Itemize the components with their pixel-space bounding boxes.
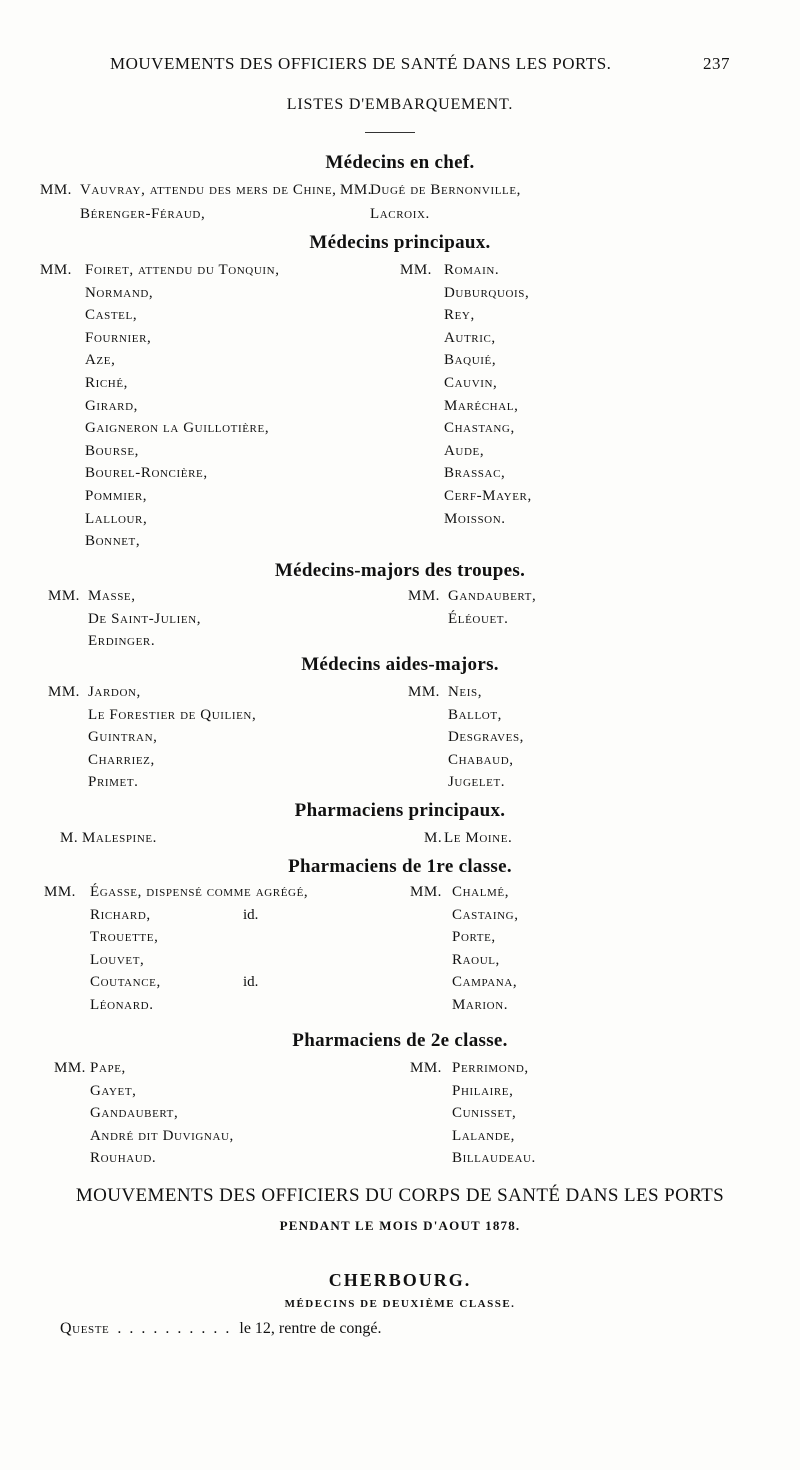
- running-head-title: MOUVEMENTS DES OFFICIERS DE SANTÉ DANS LES PORTS.: [110, 54, 612, 73]
- list-row: [0, 511, 800, 535]
- officer-name-right: Chastang,: [444, 420, 515, 437]
- officer-name-right: Baquié,: [444, 352, 497, 369]
- officer-name-left: Primet.: [88, 774, 139, 790]
- officer-name-right: Dugé de Bernonville,: [370, 182, 522, 198]
- section-heading-pharmaciens-principaux: Pharmaciens principaux.: [294, 800, 506, 821]
- idem-note: id.: [243, 974, 259, 990]
- officer-name-left: Trouette,: [90, 929, 159, 945]
- officer-name-left: Pape,: [90, 1060, 126, 1076]
- honorific-right: MM.: [410, 1060, 442, 1076]
- officer-name-left: Malespine.: [82, 830, 158, 846]
- honorific-right: MM.: [408, 588, 440, 604]
- honorific-left: MM.: [48, 588, 80, 604]
- officer-name-left: Jardon,: [88, 684, 141, 700]
- entry-name: Queste: [60, 1320, 110, 1337]
- divider: [365, 132, 415, 133]
- honorific-left: MM.: [44, 884, 76, 900]
- list-row: [0, 752, 800, 776]
- list-row: [0, 707, 800, 731]
- list-row: [0, 884, 800, 908]
- entry-dots: . . . . . . . . . .: [117, 1320, 232, 1337]
- list-row: [0, 1105, 800, 1129]
- list-row: [0, 1060, 800, 1084]
- list-row: [0, 774, 800, 798]
- list-row: [0, 533, 800, 557]
- list-row: [0, 830, 800, 854]
- honorific-right: M.: [424, 830, 443, 846]
- officer-name-left: Girard,: [85, 397, 139, 414]
- idem-note: id.: [243, 906, 259, 923]
- list-row: [0, 206, 800, 230]
- list-row: [0, 352, 800, 376]
- list-row: [0, 997, 800, 1021]
- officer-name-right: Chalmé,: [452, 884, 510, 900]
- officer-name-left: Égasse, dispensé comme agrégé,: [90, 884, 309, 900]
- officer-name-left: Castel,: [85, 307, 138, 324]
- list-row: [0, 588, 800, 612]
- officer-name-right: Romain.: [444, 262, 500, 278]
- list-row: [0, 729, 800, 753]
- officer-name-right: Moisson.: [444, 510, 506, 527]
- officer-name-left: Bérenger-Féraud,: [80, 206, 206, 222]
- list-row: [0, 488, 800, 512]
- officer-name-left: André dit Duvignau,: [90, 1127, 234, 1144]
- list-row: [0, 398, 800, 422]
- officer-name-right: Perrimond,: [452, 1060, 529, 1076]
- officer-name-right: Philaire,: [452, 1082, 514, 1099]
- officer-name-left: Richard,: [90, 906, 151, 923]
- list-row: [0, 952, 800, 976]
- officer-name-right: Autric,: [444, 329, 496, 346]
- section-heading-medecins-principaux: Médecins principaux.: [309, 232, 491, 253]
- officer-name-left: Foiret, attendu du Tonquin,: [85, 262, 280, 278]
- officer-name-left: Lallour,: [85, 510, 148, 527]
- officer-name-right: Billaudeau.: [452, 1150, 536, 1166]
- officer-name-left: De Saint-Julien,: [88, 610, 202, 627]
- list-row: [0, 330, 800, 354]
- list-row: [0, 262, 800, 286]
- officer-name-left: Aze,: [85, 352, 116, 369]
- list-row: [0, 443, 800, 467]
- officer-name-right: Gandaubert,: [448, 588, 537, 604]
- officer-name-left: Vauvray, attendu des mers de Chine,: [80, 182, 337, 198]
- officer-name-left: Louvet,: [90, 951, 145, 968]
- honorific-right: MM.: [340, 182, 372, 198]
- list-row: [0, 285, 800, 309]
- list-row: [0, 974, 800, 998]
- officer-name-left: Gaigneron la Guillotière,: [85, 420, 270, 437]
- officer-name-right: Éléouet.: [448, 610, 509, 627]
- officer-name-right: Porte,: [452, 929, 496, 945]
- honorific-left: MM.: [40, 182, 72, 198]
- city-heading: CHERBOURG.: [328, 1270, 472, 1290]
- officer-name-left: Guintran,: [88, 729, 158, 745]
- section-heading-medecins-majors: Médecins-majors des troupes.: [274, 560, 526, 581]
- list-row: [0, 1083, 800, 1107]
- officer-name-left: Le Forestier de Quilien,: [88, 706, 257, 723]
- list-row: [0, 307, 800, 331]
- officer-name-right: Cerf-Mayer,: [444, 488, 532, 504]
- list-row: [0, 465, 800, 489]
- officer-name-right: Lacroix.: [370, 206, 430, 222]
- month-subheading: PENDANT LE MOIS D'AOUT 1878.: [279, 1218, 521, 1233]
- officer-name-right: Lalande,: [452, 1127, 515, 1144]
- officer-name-right: Neis,: [448, 684, 483, 700]
- officer-name-right: Chabaud,: [448, 751, 514, 768]
- officer-name-left: Normand,: [85, 284, 154, 301]
- officer-name-left: Charriez,: [88, 751, 155, 768]
- officer-name-right: Marion.: [452, 996, 509, 1013]
- movements-heading: MOUVEMENTS DES OFFICIERS DU CORPS DE SANTÉ DANS LES PORTS: [75, 1185, 725, 1206]
- list-row: [0, 375, 800, 399]
- entry-text: le 12, rentre de congé.: [239, 1320, 382, 1337]
- list-row: [0, 1150, 800, 1174]
- officer-name-left: Masse,: [88, 588, 136, 604]
- honorific-left: M.: [60, 830, 79, 846]
- honorific-left: MM.: [54, 1060, 86, 1076]
- officer-name-right: Aude,: [444, 442, 485, 459]
- list-row: [0, 907, 800, 931]
- officer-name-left: Pommier,: [85, 488, 148, 504]
- officer-name-left: Bourel-Roncière,: [85, 465, 208, 482]
- officer-name-left: Bonnet,: [85, 533, 141, 550]
- movement-entry: [60, 1320, 382, 1338]
- officer-name-left: Riché,: [85, 375, 129, 391]
- list-row: [0, 1128, 800, 1152]
- officer-name-right: Jugelet.: [448, 774, 506, 790]
- officer-name-left: Gandaubert,: [90, 1105, 179, 1121]
- rank-heading: MÉDECINS DE DEUXIÈME CLASSE.: [284, 1298, 516, 1310]
- officer-name-left: Coutance,: [90, 974, 161, 990]
- officer-name-right: Rey,: [444, 307, 475, 324]
- list-row: [0, 420, 800, 444]
- officer-name-left: Erdinger.: [88, 633, 156, 649]
- section-heading-medecins-chef: Médecins en chef.: [325, 152, 475, 173]
- officer-name-right: Desgraves,: [448, 729, 525, 745]
- honorific-right: MM.: [410, 884, 442, 900]
- section-heading-medecins-aides: Médecins aides-majors.: [301, 654, 499, 675]
- officer-name-right: Castaing,: [452, 906, 519, 923]
- list-row: [0, 182, 800, 206]
- officer-name-right: Ballot,: [448, 706, 503, 723]
- officer-name-right: Cunisset,: [452, 1105, 517, 1121]
- honorific-right: MM.: [400, 262, 432, 278]
- honorific-left: MM.: [40, 262, 72, 278]
- officer-name-right: Brassac,: [444, 465, 506, 482]
- officer-name-right: Campana,: [452, 974, 518, 990]
- honorific-left: MM.: [48, 684, 80, 700]
- officer-name-left: Léonard.: [90, 996, 154, 1013]
- list-row: [0, 929, 800, 953]
- honorific-right: MM.: [408, 684, 440, 700]
- list-row: [0, 684, 800, 708]
- officer-name-right: Maréchal,: [444, 397, 519, 414]
- list-subtitle: LISTES D'EMBARQUEMENT.: [286, 96, 514, 113]
- officer-name-right: Duburquois,: [444, 284, 530, 301]
- officer-name-left: Rouhaud.: [90, 1150, 157, 1166]
- officer-name-left: Gayet,: [90, 1082, 137, 1099]
- section-heading-pharmaciens-2: Pharmaciens de 2e classe.: [292, 1030, 508, 1051]
- page-number: 237: [703, 54, 730, 73]
- officer-name-right: Cauvin,: [444, 375, 498, 391]
- officer-name-left: Fournier,: [85, 329, 152, 346]
- officer-name-left: Bourse,: [85, 442, 140, 459]
- officer-name-right: Raoul,: [452, 951, 500, 968]
- officer-name-right: Le Moine.: [444, 830, 513, 846]
- list-row: [0, 611, 800, 635]
- section-heading-pharmaciens-1: Pharmaciens de 1re classe.: [288, 856, 512, 877]
